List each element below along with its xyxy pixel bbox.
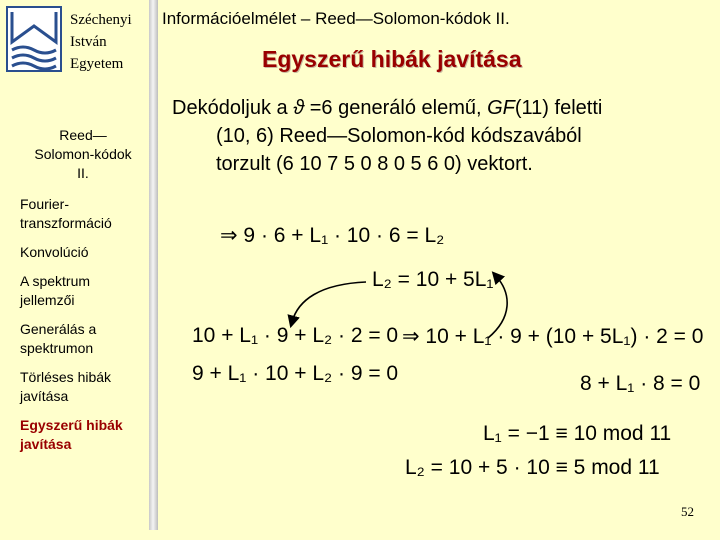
sidebar-item-generalas[interactable] bbox=[20, 320, 96, 358]
sidebar-heading-line-2: Solomon-kódok bbox=[34, 146, 132, 162]
sidebar-item-spektrum[interactable] bbox=[20, 272, 90, 310]
sidebar-item-label: spektrumon bbox=[20, 340, 94, 356]
theta-symbol: ϑ bbox=[293, 97, 305, 119]
university-line-2: István bbox=[70, 34, 107, 50]
equation-2: L₂ = 10 + 5L₁ bbox=[372, 268, 494, 291]
equation-1: ⇒ 9 · 6 + L₁ · 10 · 6 = L₂ bbox=[220, 224, 445, 247]
equation-3a: 10 + L₁ · 9 + L₂ · 2 = 0 bbox=[192, 324, 399, 347]
sidebar-item-label: transzformáció bbox=[20, 215, 112, 231]
sidebar-heading bbox=[18, 126, 148, 183]
equation-7: L₂ = 10 + 5 · 10 ≡ 5 mod 11 bbox=[405, 456, 660, 479]
equation-4: 9 + L₁ · 10 + L₂ · 9 = 0 bbox=[192, 362, 399, 385]
sidebar-item-label: Egyszerű hibák bbox=[20, 417, 123, 433]
arrow-left bbox=[292, 282, 366, 322]
body-line-3: torzult (6 10 7 5 0 8 0 5 6 0) vektort. bbox=[216, 153, 533, 175]
university-name bbox=[70, 9, 132, 75]
body-line-2: (10, 6) Reed—Solomon-kód kódszavából bbox=[216, 125, 582, 147]
sidebar-heading-line-1: Reed— bbox=[59, 127, 107, 143]
slide-title: Egyszerű hibák javítása bbox=[262, 46, 522, 72]
sidebar-item-label: javítása bbox=[20, 436, 72, 452]
equation-3b: ⇒ 10 + L₁ · 9 + (10 + 5L₁) · 2 = 0 bbox=[402, 325, 704, 348]
sidebar-item-label: jellemzői bbox=[20, 292, 75, 308]
page-number: 52 bbox=[681, 504, 694, 519]
problem-statement bbox=[172, 94, 712, 178]
sidebar-item-label: Konvolúció bbox=[20, 244, 89, 260]
sidebar-item-torleses[interactable] bbox=[20, 368, 111, 406]
university-line-3: Egyetem bbox=[70, 56, 124, 72]
header-title: Információelmélet – Reed—Solomon-kódok II. bbox=[162, 9, 510, 28]
sidebar-item-label: A spektrum bbox=[20, 273, 91, 289]
body-line-1: Dekódoljuk a ϑ =6 generáló elemű, GF(11) feletti bbox=[172, 97, 603, 119]
sidebar-divider bbox=[149, 0, 158, 530]
sidebar-item-label: Törléses hibák bbox=[20, 369, 112, 385]
sidebar-item-egyszeru[interactable] bbox=[20, 416, 123, 454]
sidebar-item-fourier[interactable] bbox=[20, 195, 112, 233]
sidebar-item-konvolucio[interactable] bbox=[20, 243, 89, 262]
university-logo bbox=[6, 6, 62, 72]
sidebar-item-label: javítása bbox=[20, 388, 69, 404]
equation-5: 8 + L₁ · 8 = 0 bbox=[580, 372, 701, 395]
sidebar-heading-line-3: II. bbox=[77, 165, 89, 181]
university-line-1: Széchenyi bbox=[70, 12, 132, 28]
sidebar-item-label: Generálás a bbox=[20, 321, 97, 337]
equation-6: L₁ = −1 ≡ 10 mod 11 bbox=[483, 422, 672, 445]
sidebar-item-label: Fourier- bbox=[20, 196, 70, 212]
